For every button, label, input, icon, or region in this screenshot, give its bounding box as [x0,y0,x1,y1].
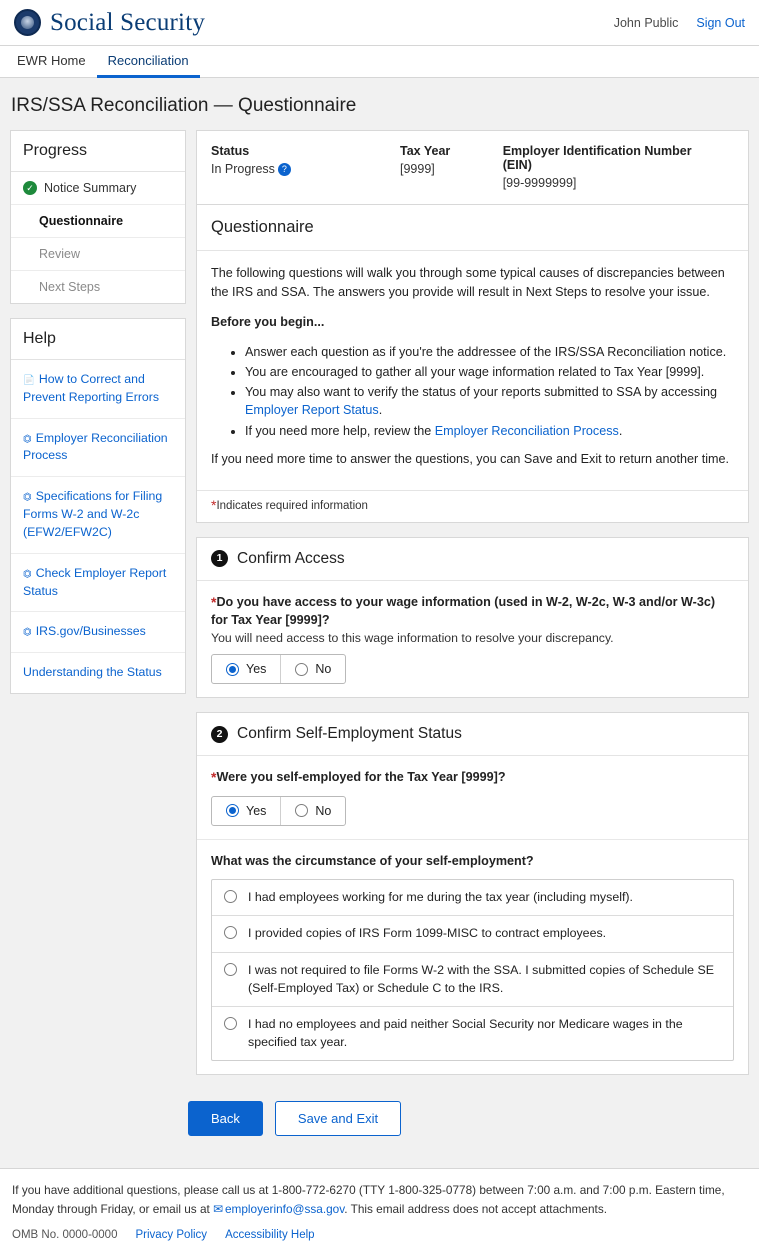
wage-access-radio-group[interactable] [211,654,346,684]
questionnaire-body [197,251,748,490]
required-information-note [197,490,748,522]
help-link[interactable]: How to Correct and Prevent Reporting Errors [23,372,160,404]
main-content [196,130,749,1075]
page-title: IRS/SSA Reconciliation — Questionnaire [11,95,357,116]
help-link[interactable]: Specifications for Filing Forms W-2 and W-2c (EFW2/EFW2C) [23,489,163,539]
page-layout [0,130,759,1075]
footer-links [12,1226,747,1244]
help-item-efw2-specifications[interactable] [11,477,185,553]
list-item: • You are encouraged to gather all your wage information related to Tax Year [9999]. [245,363,734,381]
employer-info-email-link[interactable]: employerinfo@ssa.gov [224,1202,345,1217]
list-item [245,422,734,440]
help-item-employer-reconciliation-process[interactable] [11,419,185,478]
help-link[interactable]: IRS.gov/Businesses [35,624,146,639]
list-item-tail: . [618,423,623,438]
help-card [10,318,186,694]
progress-item-review[interactable] [11,238,185,271]
self-employed-yes-option[interactable] [212,797,280,825]
option-label: I was not required to file Forms W-2 with the SSA. I submitted copies of Schedule SE (Self-Employed Tax) or Schedule C to the IRS. [248,963,715,995]
help-title: Help [11,319,185,360]
question-label: Were you self-employed for the Tax Year [9999]? [216,770,506,785]
radio-icon[interactable] [226,663,239,676]
help-item-irs-gov-businesses[interactable] [11,612,185,653]
pdf-icon: 📄 [23,375,35,386]
questionnaire-panel [196,205,749,523]
progress-item-notice-summary[interactable] [11,172,185,205]
section-2-title: Confirm Self-Employment Status [237,725,462,743]
question-text [211,593,734,630]
self-employed-no-option[interactable] [280,797,345,825]
radio-icon[interactable] [295,663,308,676]
option-label: No [315,662,332,677]
circumstance-option-3[interactable] [212,952,733,1006]
employer-reconciliation-process-link[interactable]: Employer Reconciliation Process [434,423,619,438]
option-label: I had no employees and paid neither Social Security nor Medicare wages in the specified tax year. [248,1017,683,1049]
tax-year-label: Tax Year [400,144,451,158]
question-text [211,768,734,786]
self-employment-circumstance-radio-group[interactable] [211,879,734,1062]
user-name: John Public [613,15,679,30]
form-actions [0,1075,759,1158]
section-1-header [197,538,748,581]
list-item [245,383,734,420]
radio-icon[interactable] [295,804,308,817]
external-link-icon: ⏣ [23,568,32,580]
accessibility-help-link[interactable]: Accessibility Help [225,1229,315,1242]
section-confirm-self-employment [196,712,749,1075]
radio-icon[interactable] [224,1017,237,1030]
radio-icon[interactable] [224,890,237,903]
radio-icon[interactable] [224,926,237,939]
tab-ewr-home[interactable]: EWR Home [17,53,86,68]
circumstance-option-2[interactable] [212,915,733,952]
footer-contact-text: If you have additional questions, please call us at 1-800-772-6270 (TTY 1-800-325-0778) between 7:00 a.m. and 7:00 p.m. Eastern time, Monday through Friday, or email us at [12,1183,725,1217]
radio-icon[interactable] [224,963,237,976]
section-1-title: Confirm Access [237,549,345,567]
help-link[interactable]: Understanding the Status [23,665,162,680]
status-value: In Progress [211,162,275,176]
main-tabs [0,46,759,78]
status-label: Status [211,144,250,158]
before-you-begin-heading: Before you begin... [211,314,325,329]
required-note-text: Indicates required information [216,499,368,512]
help-link[interactable]: Employer Reconciliation Process [23,430,168,463]
radio-icon[interactable] [226,804,239,817]
option-label: No [315,803,332,818]
sidebar [10,130,186,694]
help-link[interactable]: Check Employer Report Status [23,565,167,598]
check-icon: ✓ [23,181,37,195]
envelope-icon: ✉ [213,1202,223,1217]
ein-label: Employer Identification Number (EIN) [502,144,692,172]
section-number-badge: 1 [211,550,228,567]
progress-item-label: Review [39,247,80,261]
circumstance-option-1[interactable] [212,880,733,916]
list-item-text: You may also want to verify the status of your reports submitted to SSA by accessing [245,385,718,400]
list-item: • Answer each question as if you're the addressee of the IRS/SSA Reconciliation notice. [245,343,734,361]
ein-value: [99-9999999] [502,176,577,190]
status-value-wrap [211,162,370,176]
page-body [0,78,759,1168]
progress-item-questionnaire[interactable] [11,205,185,238]
help-item-correct-prevent-errors[interactable] [11,360,185,419]
option-label: I had employees working for me during the tax year (including myself). [248,889,633,904]
site-header [0,0,759,46]
page-footer [0,1168,759,1254]
option-label: I provided copies of IRS Form 1099-MISC to contract employees. [248,926,607,941]
progress-item-label: Next Steps [39,280,101,294]
option-label: Yes [246,662,267,677]
option-label: Yes [246,803,267,818]
status-column-tax-year [400,144,503,190]
question-wage-access [197,581,748,698]
help-item-understanding-the-status[interactable] [11,653,185,693]
question-subtext: You will need access to this wage information to resolve your discrepancy. [211,631,614,646]
brand-title: Social Security [50,8,206,36]
omb-number: OMB No. 0000-0000 [12,1229,118,1242]
status-strip [196,130,749,205]
list-item-tail: . [378,403,383,418]
tab-reconciliation[interactable]: Reconciliation [97,46,200,78]
sign-out-link[interactable]: Sign Out [696,15,745,30]
progress-item-label: Notice Summary [44,181,137,195]
save-and-exit-button[interactable]: Save and Exit [275,1101,401,1136]
before-you-begin-list [211,343,734,440]
question-self-employed [197,756,748,838]
help-question-icon[interactable]: ? [278,163,291,176]
external-link-icon: ⏣ [23,433,32,445]
wage-access-yes-option[interactable] [212,655,280,683]
circumstance-option-4[interactable] [212,1006,733,1060]
section-confirm-access [196,537,749,699]
progress-card [10,130,186,304]
question-self-employment-circumstance [197,839,748,1075]
questionnaire-heading: Questionnaire [197,205,748,251]
help-item-check-employer-report-status[interactable] [11,554,185,613]
follow-up-question-label: What was the circumstance of your self-employment? [211,853,534,868]
external-link-icon: ⏣ [23,627,32,639]
status-column-status [211,144,400,190]
self-employed-radio-group[interactable] [211,796,346,826]
required-asterisk-icon: * [211,496,217,513]
status-column-ein [503,144,734,190]
progress-item-label: Questionnaire [39,214,124,228]
section-number-badge: 2 [211,726,228,743]
required-asterisk-icon: * [211,593,217,610]
ssa-seal-icon [14,9,41,36]
tax-year-value: [9999] [400,162,435,176]
list-item-text: If you need more help, review the [245,423,435,438]
wage-access-no-option[interactable] [280,655,345,683]
questionnaire-intro: The following questions will walk you through some typical causes of discrepancies between the IRS and SSA. The answers you provide will result in Next Steps to resolve your issue. [211,266,725,299]
footer-contact-tail: . This email address does not accept attachments. [344,1202,607,1217]
back-button[interactable]: Back [188,1101,263,1136]
section-2-header [197,713,748,756]
privacy-policy-link[interactable]: Privacy Policy [135,1229,208,1242]
progress-item-next-steps[interactable] [11,271,185,303]
required-asterisk-icon: * [211,769,217,786]
external-link-icon: ⏣ [23,492,32,504]
employer-report-status-link[interactable]: Employer Report Status [245,403,379,418]
progress-title: Progress [11,131,185,172]
question-label: Do you have access to your wage information (used in W-2, W-2c, W-3 and/or W-3c) for Tax Year [9999]? [211,594,716,628]
save-exit-note: If you need more time to answer the questions, you can Save and Exit to return another time. [211,451,730,466]
header-right [614,16,745,30]
